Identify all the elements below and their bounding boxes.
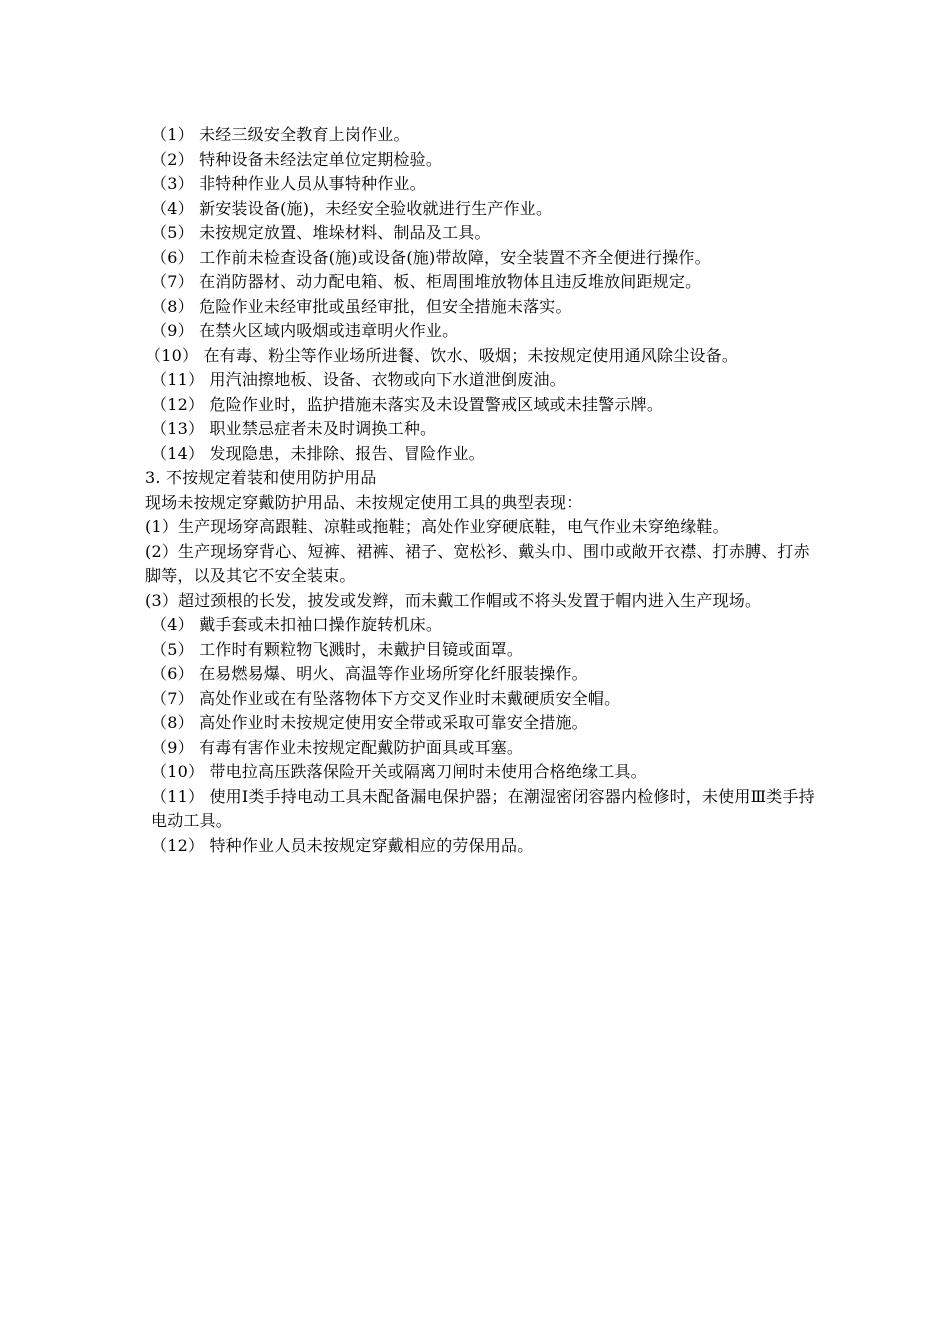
list-item: (3）超过颈根的长发，披发或发辫，而未戴工作帽或不将头发置于帽内进入生产现场。 [145, 590, 762, 610]
list-item: （6） 工作前未检查设备(施)或设备(施)带故障，安全装置不齐全便进行操作。 [151, 247, 711, 267]
list-item: （4） 戴手套或未扣袖口操作旋转机床。 [151, 615, 443, 634]
list-item: （2） 特种设备未经法定单位定期检验。 [151, 149, 443, 169]
list-item: （7） 在消防器材、动力配电箱、板、柜周围堆放物体且违反堆放间距规定。 [151, 272, 702, 291]
list-item: （12） 特种作业人员未按规定穿戴相应的劳保用品。 [151, 835, 534, 855]
list-item: （14） 发现隐患，未排除、报告、冒险作业。 [151, 443, 485, 463]
list-item: （7） 高处作业或在有坠落物体下方交叉作业时未戴硬质安全帽。 [151, 688, 621, 708]
list-item: （13） 职业禁忌症者未及时调换工种。 [151, 419, 437, 438]
list-item: （1） 未经三级安全教育上岗作业。 [151, 125, 410, 144]
list-item: （11） 用汽油擦地板、设备、衣物或向下水道泄倒废油。 [151, 370, 566, 389]
list-item: （9） 有毒有害作业未按规定配戴防护面具或耳塞。 [151, 737, 524, 757]
list-item: （11） 使用Ⅰ类手持电动工具未配备漏电保护器；在潮湿密闭容器内检修时，未使用Ⅲ类手持电动工具。 [151, 786, 815, 830]
section-intro: 现场未按规定穿戴防护用品、未按规定使用工具的典型表现： [145, 492, 583, 512]
list-item: (1）生产现场穿高跟鞋、凉鞋或拖鞋；高处作业穿硬底鞋，电气作业未穿绝缘鞋。 [145, 517, 729, 536]
list-item: （6） 在易燃易爆、明火、高温等作业场所穿化纤服装操作。 [151, 664, 588, 683]
section-heading: 3. 不按规定着装和使用防护用品 [145, 468, 377, 487]
list-item: （9） 在禁火区域内吸烟或违章明火作业。 [151, 321, 459, 340]
document-body [145, 123, 815, 858]
list-item: （12） 危险作业时，监护措施未落实及未设置警戒区域或未挂警示牌。 [151, 394, 664, 414]
list-item: （10） 在有毒、粉尘等作业场所进餐、饮水、吸烟；未按规定使用通风除尘设备。 [145, 345, 739, 365]
list-item: （3） 非特种作业人员从事特种作业。 [151, 174, 426, 193]
list-item: （5） 未按规定放置、堆垛材料、制品及工具。 [151, 223, 491, 242]
list-item: （5） 工作时有颗粒物飞溅时，未戴护目镜或面罩。 [151, 639, 524, 659]
list-item: （8） 危险作业未经审批或虽经审批，但安全措施未落实。 [151, 296, 572, 316]
list-item: （10） 带电拉高压跌落保险开关或隔离刀闸时未使用合格绝缘工具。 [151, 762, 647, 781]
list-item: (2）生产现场穿背心、短裤、裙裤、裙子、宽松衫、戴头巾、围巾或敞开衣襟、打赤膊、打赤脚等，以及其它不安全装束。 [145, 541, 810, 585]
list-item: （4） 新安装设备(施)，未经安全验收就进行生产作业。 [151, 198, 553, 218]
list-item: （8） 高处作业时未按规定使用安全带或采取可靠安全措施。 [151, 713, 588, 732]
